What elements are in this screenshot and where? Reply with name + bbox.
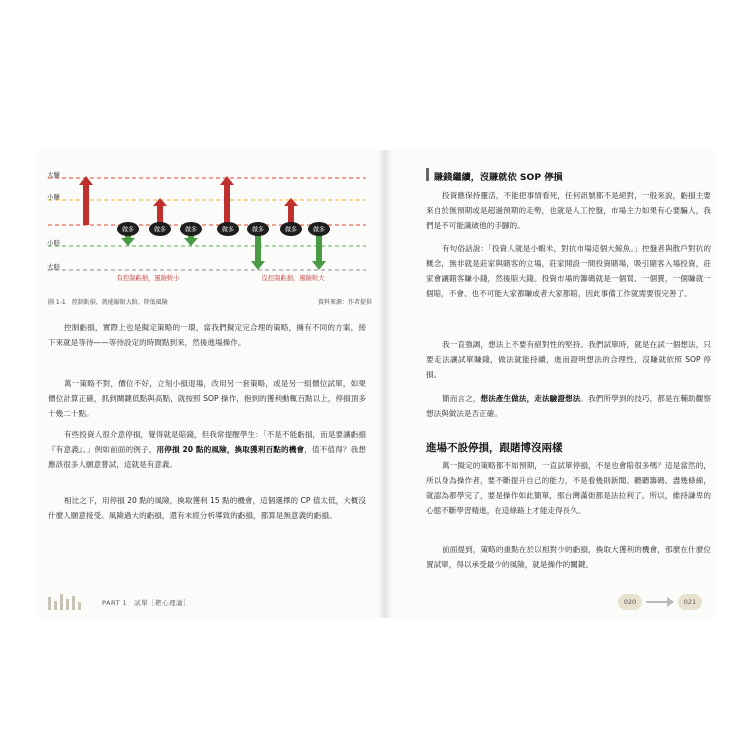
annotation-uncontrolled: 沒控制虧損，風險較大 bbox=[261, 275, 325, 282]
footer-bar-3 bbox=[60, 594, 63, 610]
annotation-controlled: 有控制虧損，風險較小 bbox=[116, 275, 180, 282]
left-paragraph-1: 控制虧損，實際上也是擬定策略的一環，當我們擬定完合理的策略，擁有不同的方案，接下來就是等待——等待設定的時間點到來，然後進場操作。 bbox=[48, 323, 366, 347]
marker-long-4 bbox=[217, 222, 239, 236]
right-p4-text: 簡而言之， bbox=[442, 394, 481, 403]
chart-svg bbox=[48, 167, 366, 285]
subheading: 進場不設停損，跟賭博沒兩樣 bbox=[426, 442, 563, 454]
level-label-big-gain: 大賺 bbox=[47, 171, 60, 179]
figure-1-1-chart bbox=[48, 167, 366, 285]
left-p3-text: 有些投資人很介意停損，覺得就是賠錢，但我常提醒學生：「不是不能虧損，而是要讓虧損『有意義』。」例如前面的例子， bbox=[48, 430, 366, 454]
svg-text:做多: 做多 bbox=[284, 226, 298, 234]
marker-long-7 bbox=[308, 222, 330, 236]
left-p3-emphasis: 用停損 20 點的風險，換取獲利百點的機會 bbox=[156, 445, 305, 454]
level-label-small-loss: 小賠 bbox=[47, 239, 60, 247]
left-paragraph-3 bbox=[48, 427, 366, 472]
arrow-small-gain-1 bbox=[153, 198, 167, 225]
left-paragraph-2: 萬一策略不對，價位不好，立刻小損退場，改用另一套策略，或是另一組價位試單，如果價位計算正確，抓到關鍵低點與高點，就按照 SOP 操作，抱到的獲利動輒百點以上，停損頂多十幾二十點。 bbox=[48, 379, 366, 418]
svg-text:做多: 做多 bbox=[121, 226, 135, 234]
page-number-left: 020 bbox=[618, 594, 642, 610]
footer-bar-1 bbox=[48, 597, 51, 610]
level-label-small-gain: 小賺 bbox=[47, 193, 60, 201]
footer-bar-6 bbox=[78, 602, 81, 610]
marker-long-1 bbox=[117, 222, 139, 236]
figure-caption: 圖 1-1 控制虧損，就能縮限大賠，降低風險 bbox=[48, 299, 168, 306]
footer-bar-2 bbox=[54, 601, 57, 610]
section-title-text: 賺錢繼續，沒賺就依 SOP 停損 bbox=[434, 172, 563, 183]
right-paragraph-2: 有句俗話說：「投資人就是小蝦米，對抗市場這個大鯨魚。」控盤者與散戶對抗的概念，無非就是莊家與賭客的立場，莊家開設一間投資賭場，吸引賭客入場投資，莊家會讓賭客賺小錢，然後賠大錢。投資市場的籌碼就是一個買、一個賣，一個賺就一個賠，不會、也不可能大家都賺或者大家都賠，因此事備工作就需要很完善了。 bbox=[426, 244, 711, 298]
figure-source: 資料來源：作者提供 bbox=[317, 299, 372, 306]
right-p4-text-end: 。我們所學到的技巧，都是在輔助觀察想法與做法是否正確。 bbox=[426, 394, 712, 418]
svg-text:做多: 做多 bbox=[153, 226, 167, 234]
right-p4-emphasis: 想法產生做法，走法驗證想法 bbox=[480, 394, 581, 403]
level-label-big-loss: 大賠 bbox=[47, 263, 60, 271]
svg-text:做多: 做多 bbox=[251, 226, 265, 234]
right-paragraph-1: 投資應保持靈活，不能把事情看死，任何訊號都不是絕對，一般來說，虧損主要來自於無預期或是超過預期的走勢，也就是人工控盤，市場主力如果有心要騙人，我們是不可能識破他的手腳的。 bbox=[426, 191, 711, 230]
right-paragraph-3: 我一直強調，想法上不要有絕對性的堅持。我們試單時，就是在試一個想法，只要走法讓試單賺錢，做法就能持續，進而證明想法的合理性，沒賺就依照 SOP 停損。 bbox=[426, 340, 711, 379]
marker-long-5 bbox=[247, 222, 269, 236]
arrow-small-gain-2 bbox=[284, 198, 298, 225]
page-arrow-icon bbox=[667, 597, 674, 607]
section-title bbox=[426, 169, 706, 183]
left-p3-text-end: ，值不值得？我想應該很多人願意嘗試，這就是有意義。 bbox=[48, 445, 367, 469]
marker-long-6 bbox=[280, 222, 302, 236]
marker-long-2 bbox=[149, 222, 171, 236]
svg-text:做多: 做多 bbox=[221, 226, 235, 234]
page-number-right: 021 bbox=[678, 594, 702, 610]
footer-bar-5 bbox=[72, 596, 75, 610]
part-label: PART 1 試單［靶心理論］ bbox=[102, 599, 191, 607]
svg-text:做多: 做多 bbox=[312, 226, 326, 234]
right-paragraph-4 bbox=[426, 391, 711, 421]
marker-long-3 bbox=[180, 222, 202, 236]
footer-bar-4 bbox=[66, 599, 69, 610]
left-paragraph-4: 相比之下，用停損 20 點的風險，換取獲利 15 點的機會，這個選擇的 CP 值太低，大概沒什麼人願意接受。風險過大的虧損，還有未經分析導致的虧損，都算是無意義的虧損。 bbox=[48, 496, 366, 520]
page-arrow-line bbox=[646, 601, 668, 603]
left-page bbox=[36, 150, 382, 618]
left-footer bbox=[48, 590, 248, 610]
right-paragraph-6: 前面提到，策略的重點在於以相對少的虧損，換取大獲利的機會，那麼在什麼位置試單，得以承受最少的風險，就是操作的關鍵。 bbox=[426, 545, 711, 569]
right-page bbox=[386, 150, 716, 618]
title-bar-accent bbox=[426, 168, 429, 181]
right-paragraph-5: 萬一擬定的策略都不如預期，一直試單停損，不是也會賠很多嗎？這是當然的，所以身為操作者，要不斷提升自己的能力，不是看幾則新聞、聽聽籌碼、盡幾條線，就認為都學完了，要是操作如此簡單，那台灣滿街都是法拉利了。所以，維持謙卑的心態不斷學習精進，在這條路上才能走得長久。 bbox=[426, 461, 711, 515]
svg-text:做多: 做多 bbox=[184, 226, 198, 234]
